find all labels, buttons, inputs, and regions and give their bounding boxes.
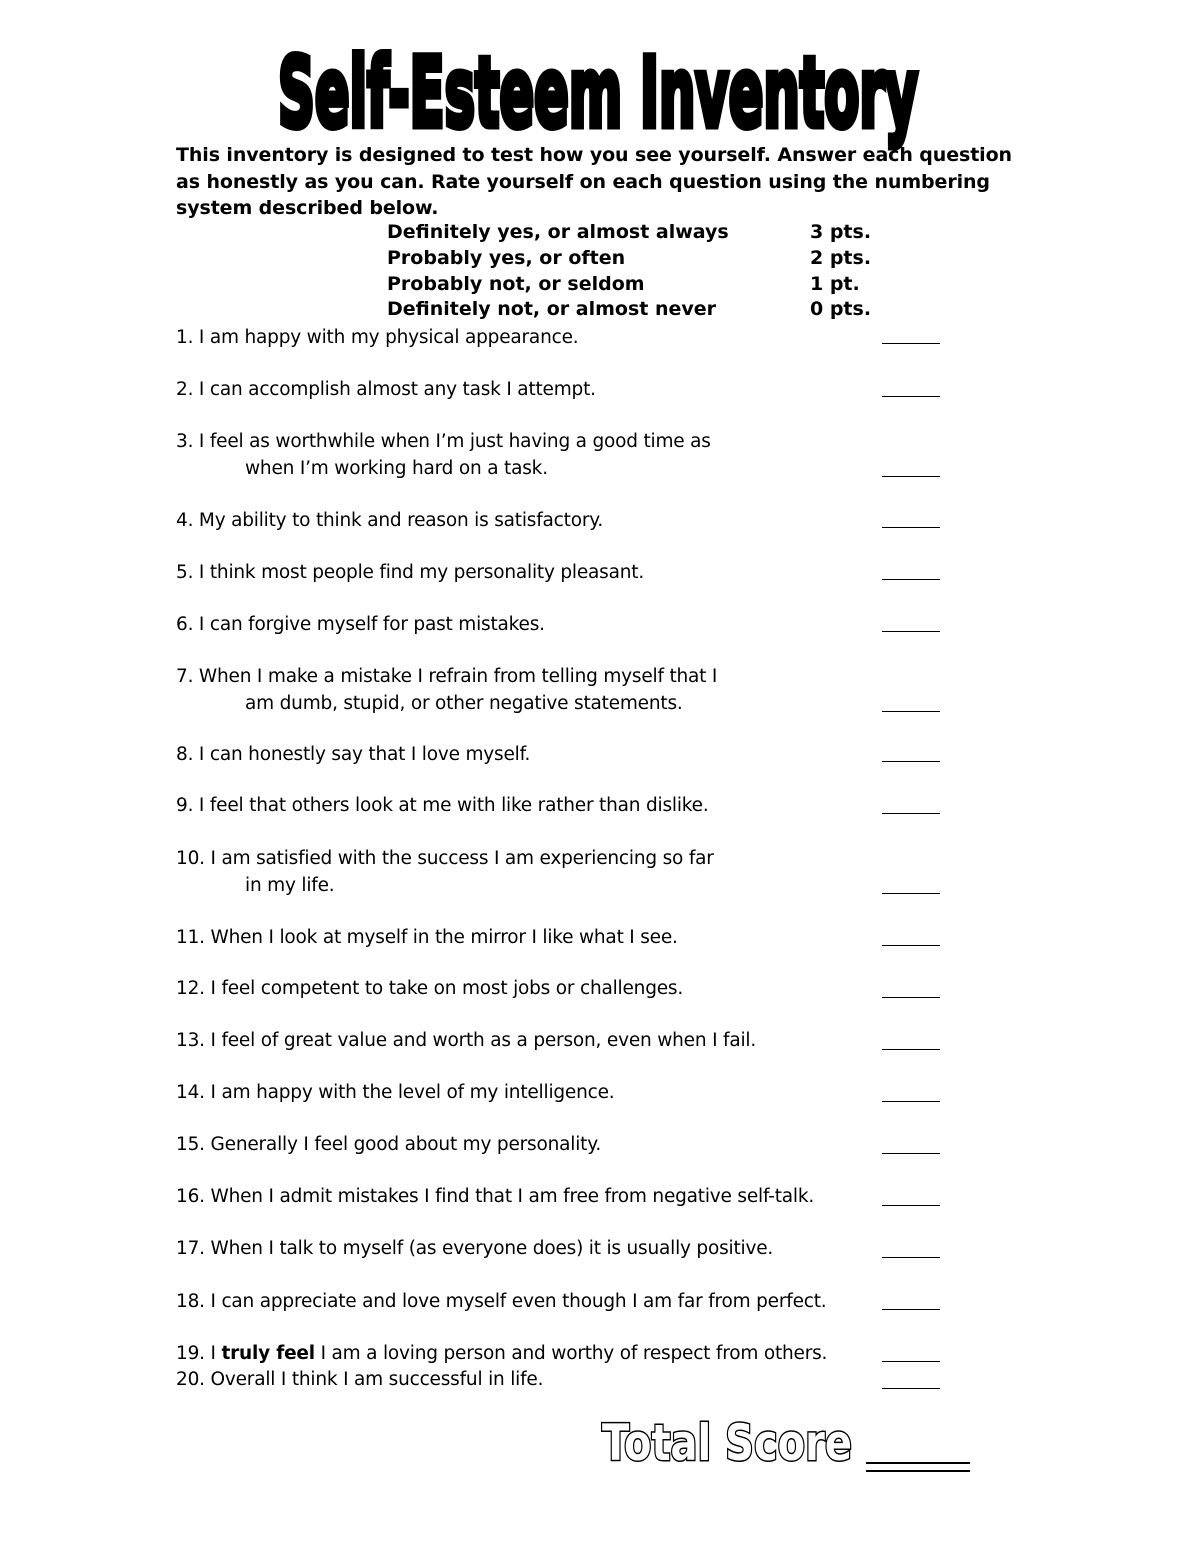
question-text: 5. I think most people find my personality pleasant. [176,562,645,583]
total-score-text: Total Score [602,1414,852,1472]
answer-blank-18[interactable] [882,1309,940,1310]
scale-label: Definitely yes, or almost always [387,221,729,243]
answer-blank-6[interactable] [882,631,940,632]
question-text: 20. Overall I think I am successful in life. [176,1369,544,1390]
answer-blank-11[interactable] [882,945,940,946]
question-11 [176,924,678,951]
question-text: 3. I feel as worthwhile when I’m just having a good time as [176,431,711,452]
answer-blank-3[interactable] [882,476,940,477]
total-score-blank[interactable] [866,1462,970,1472]
question-text: 8. I can honestly say that I love myself. [176,744,531,765]
scale-points: 0 pts. [810,298,872,321]
question-text-continued: am dumb, stupid, or other negative statements. [245,693,683,714]
scale-row [387,220,887,246]
question-18 [176,1288,826,1315]
scale-points: 1 pt. [810,272,860,295]
question-text: 16. When I admit mistakes I find that I am free from negative self-talk. [176,1186,815,1207]
rating-scale [387,220,887,323]
question-12 [176,975,683,1002]
instructions: This inventory is designed to test how you see yourself. Answer each question as honestly as you can. Rate yourself on each question using the numbering system described below. [176,144,1012,219]
answer-blank-9[interactable] [882,813,940,814]
question-15 [176,1131,601,1158]
question-10 [176,845,714,899]
answer-blank-4[interactable] [882,527,940,528]
question-17 [176,1235,773,1262]
scale-row [387,272,887,298]
answer-blank-7[interactable] [882,711,940,712]
question-1 [176,324,578,351]
answer-blank-10[interactable] [882,893,940,894]
question-text: I am a loving person and worthy of respect from others. [314,1343,828,1364]
question-3 [176,428,711,482]
answer-blank-16[interactable] [882,1205,940,1206]
question-9 [176,792,709,819]
question-19 [176,1340,827,1367]
question-5 [176,559,644,586]
question-2 [176,376,596,403]
question-20 [176,1366,543,1393]
question-6 [176,611,545,638]
scale-row [387,297,887,323]
question-13 [176,1027,756,1054]
title-svg [278,30,928,150]
question-text: 18. I can appreciate and love myself even though I am far from perfect. [176,1291,827,1312]
question-8 [176,741,530,768]
question-text-continued: when I’m working hard on a task. [245,458,548,479]
question-text: 1. I am happy with my physical appearance. [176,327,579,348]
question-text: 19. I [176,1343,222,1364]
question-4 [176,507,603,534]
answer-blank-8[interactable] [882,761,940,762]
scale-label: Definitely not, or almost never [387,298,717,321]
answer-blank-15[interactable] [882,1153,940,1154]
scale-points: 2 pts. [810,246,872,269]
answer-blank-2[interactable] [882,396,940,397]
question-text: 12. I feel competent to take on most jobs or challenges. [176,978,684,999]
question-text: 4. My ability to think and reason is satisfactory. [176,510,604,531]
question-emphasis: truly feel [221,1343,315,1364]
scale-label: Probably yes, or often [387,246,626,269]
answer-blank-1[interactable] [882,343,940,344]
scale-points: 3 pts. [810,221,872,243]
answer-blank-14[interactable] [882,1101,940,1102]
question-text: 15. Generally I feel good about my personality. [176,1134,601,1155]
question-text: 7. When I make a mistake I refrain from telling myself that I [176,666,718,687]
question-text: 17. When I talk to myself (as everyone does) it is usually positive. [176,1238,774,1259]
page-title: Self-Esteem Inventory [278,38,918,150]
question-text: 14. I am happy with the level of my intelligence. [176,1082,615,1103]
answer-blank-17[interactable] [882,1257,940,1258]
question-text: 2. I can accomplish almost any task I attempt. [176,379,596,400]
answer-blank-5[interactable] [882,579,940,580]
answer-blank-20[interactable] [882,1388,940,1389]
question-16 [176,1183,814,1210]
question-text: 11. When I look at myself in the mirror I like what I see. [176,927,678,948]
title-wordart [278,30,928,150]
question-14 [176,1079,614,1106]
question-text: 10. I am satisfied with the success I am experiencing so far [176,848,714,869]
scale-label: Probably not, or seldom [387,272,645,295]
scale-row [387,246,887,272]
question-text-continued: in my life. [245,875,335,896]
answer-blank-12[interactable] [882,997,940,998]
question-7 [176,663,717,717]
answer-blank-13[interactable] [882,1049,940,1050]
question-text: 9. I feel that others look at me with like rather than dislike. [176,795,709,816]
answer-blank-19[interactable] [882,1361,940,1362]
question-text: 13. I feel of great value and worth as a person, even when I fail. [176,1030,757,1051]
question-text: 6. I can forgive myself for past mistakes. [176,614,545,635]
